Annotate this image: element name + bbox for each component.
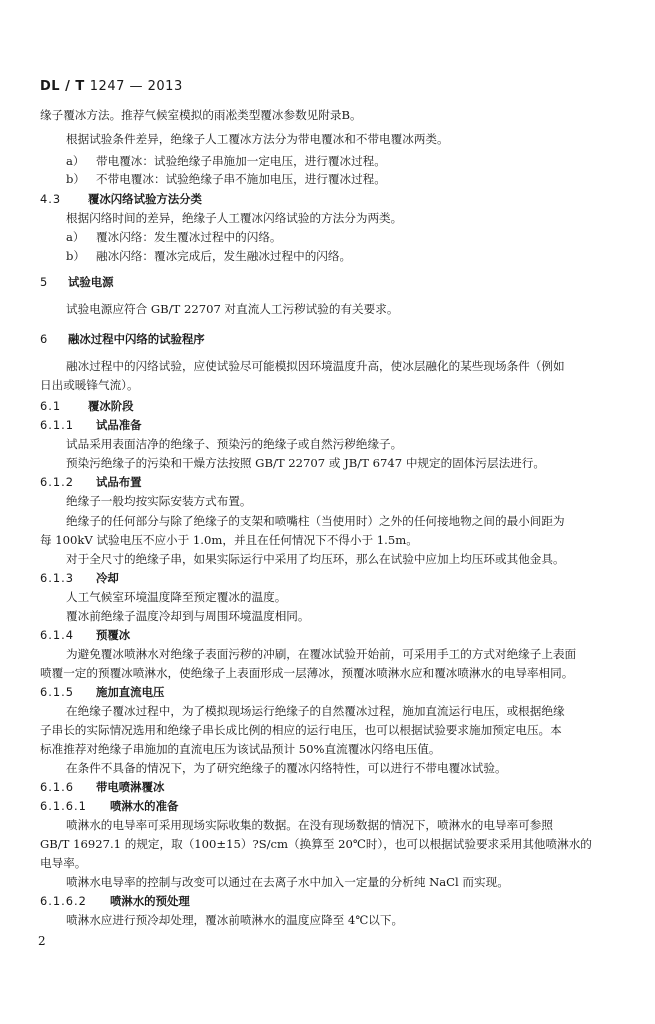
section-title: 喷淋水的准备 (110, 799, 179, 813)
section-heading (40, 627, 615, 643)
section-number: 6 (40, 332, 49, 346)
paragraph-line: 在条件不具备的情况下，为了研究绝缘子的覆冰闪络特性，可以进行不带电覆冰试验。 (66, 761, 507, 775)
paragraph-line: 根据试验条件差异，绝缘子人工覆冰方法分为带电覆冰和不带电覆冰两类。 (66, 132, 449, 146)
section-title: 带电喷淋覆冰 (96, 780, 165, 794)
list-item (40, 229, 615, 245)
list-marker: b） (66, 172, 86, 186)
paragraph-line: 喷淋水应进行预冷却处理，覆冰前喷淋水的温度应降至 4℃以下。 (66, 913, 404, 927)
paragraph-line: 试验电源应符合 GB/T 22707 对直流人工污秽试验的有关要求。 (66, 302, 399, 316)
list-item (40, 153, 615, 169)
section-heading (40, 798, 615, 814)
section-heading (40, 398, 615, 414)
section-title: 喷淋水的预处理 (110, 894, 190, 908)
section-number: 6.1.6 (40, 780, 74, 794)
paragraph-line: 覆冰前绝缘子温度冷却到与周围环境温度相同。 (66, 609, 310, 623)
section-heading (40, 570, 615, 586)
section-heading (40, 191, 615, 207)
standard-code: DL / T (40, 79, 85, 94)
section-heading (40, 274, 615, 290)
paragraph-line: 绝缘子的任何部分与除了绝缘子的支架和喷嘴柱（当使用时）之外的任何接地物之间的最小间距为 (66, 514, 565, 528)
paragraph-line: 为避免覆冰喷淋水对绝缘子表面污秽的冲刷，在覆冰试验开始前，可采用手工的方式对绝缘子上表面 (66, 647, 577, 661)
paragraph-line: 预染污绝缘子的污染和干燥方法按照 GB/T 22707 或 JB/T 6747 中规定的固体污层法进行。 (66, 456, 545, 470)
paragraph-line: 喷淋水电导率的控制与改变可以通过在去离子水中加入一定量的分析纯 NaCl 而实现。 (66, 875, 509, 889)
paragraph-line: 试品采用表面洁净的绝缘子、预染污的绝缘子或自然污秽绝缘子。 (66, 437, 403, 451)
section-heading (40, 893, 615, 909)
list-item-text: 覆冰闪络：发生覆冰过程中的闪络。 (96, 230, 282, 244)
paragraph-line: 对于全尺寸的绝缘子串，如果实际运行中采用了均压环，那么在试验中应加上均压环或其他金具。 (66, 552, 565, 566)
standard-code-header (40, 79, 183, 94)
paragraph-line: 标准推荐对绝缘子串施加的直流电压为该试品预计 50%直流覆冰闪络电压值。 (40, 742, 441, 756)
list-marker: a） (66, 230, 85, 244)
section-number: 6.1 (40, 399, 62, 413)
section-heading (40, 331, 615, 347)
paragraph-line: 绝缘子一般均按实际安装方式布置。 (66, 494, 252, 508)
paragraph-line: 日出或暖锋气流）。 (40, 378, 139, 392)
paragraph-line: 每 100kV 试验电压不应小于 1.0m，并且在任何情况下不得小于 1.5m。 (40, 533, 418, 547)
section-number: 6.1.4 (40, 628, 74, 642)
list-item-text: 融冰闪络：覆冰完成后，发生融冰过程中的闪络。 (96, 249, 352, 263)
section-title: 试品布置 (96, 475, 142, 489)
paragraph-line: 喷覆一定的预覆冰喷淋水，使绝缘子上表面形成一层薄冰，预覆冰喷淋水应和覆冰喷淋水的电导率相同。 (40, 666, 574, 680)
section-number: 6.1.1 (40, 418, 74, 432)
section-title: 试品准备 (96, 418, 142, 432)
paragraph-line: 喷淋水的电导率可采用现场实际收集的数据。在没有现场数据的情况下，喷淋水的电导率可参照 (66, 818, 553, 832)
section-title: 覆冰闪络试验方法分类 (88, 192, 202, 206)
paragraph-line: 子串长的实际情况选用和绝缘子串长成比例的相应的运行电压，也可以根据试验要求施加预定电压。本 (40, 723, 562, 737)
standard-year: 1247 — 2013 (89, 79, 183, 94)
section-title: 冷却 (96, 571, 119, 585)
list-item-text: 带电覆冰：试验绝缘子串施加一定电压，进行覆冰过程。 (96, 154, 386, 168)
section-heading (40, 684, 615, 700)
list-marker: a） (66, 154, 85, 168)
paragraph-line: 在绝缘子覆冰过程中，为了模拟现场运行绝缘子的自然覆冰过程，施加直流运行电压，或根据绝缘 (66, 704, 565, 718)
section-title: 预覆冰 (96, 628, 131, 642)
list-marker: b） (66, 249, 86, 263)
section-number: 6.1.5 (40, 685, 74, 699)
page-number: 2 (38, 934, 46, 948)
section-title: 试验电源 (68, 275, 114, 289)
section-number: 6.1.6.1 (40, 799, 87, 813)
section-heading (40, 474, 615, 490)
section-number: 6.1.3 (40, 571, 74, 585)
list-item-text: 不带电覆冰：试验绝缘子串不施加电压，进行覆冰过程。 (96, 172, 386, 186)
paragraph-line: 融冰过程中的闪络试验，应使试验尽可能模拟因环境温度升高，使冰层融化的某些现场条件（例如 (66, 359, 565, 373)
section-number: 5 (40, 275, 49, 289)
paragraph-line: 电导率。 (40, 856, 87, 870)
list-item (40, 171, 615, 187)
text-line: 缘子覆冰方法。推荐气候室模拟的雨凇类型覆冰参数见附录B。 (40, 108, 362, 122)
section-heading (40, 779, 615, 795)
paragraph-line: 根据闪络时间的差异，绝缘子人工覆冰闪络试验的方法分为两类。 (66, 211, 403, 225)
paragraph-line: GB/T 16927.1 的规定，取（100±15）?S/cm（换算至 20℃时），也可以根据试验要求采用其他喷淋水的 (40, 837, 592, 851)
section-title: 覆冰阶段 (88, 399, 134, 413)
section-heading (40, 417, 615, 433)
section-number: 6.1.2 (40, 475, 74, 489)
list-item (40, 248, 615, 264)
section-title: 融冰过程中闪络的试验程序 (68, 332, 205, 346)
section-number: 4.3 (40, 192, 62, 206)
section-title: 施加直流电压 (96, 685, 165, 699)
section-number: 6.1.6.2 (40, 894, 87, 908)
paragraph-line: 人工气候室环境温度降至预定覆冰的温度。 (66, 590, 287, 604)
